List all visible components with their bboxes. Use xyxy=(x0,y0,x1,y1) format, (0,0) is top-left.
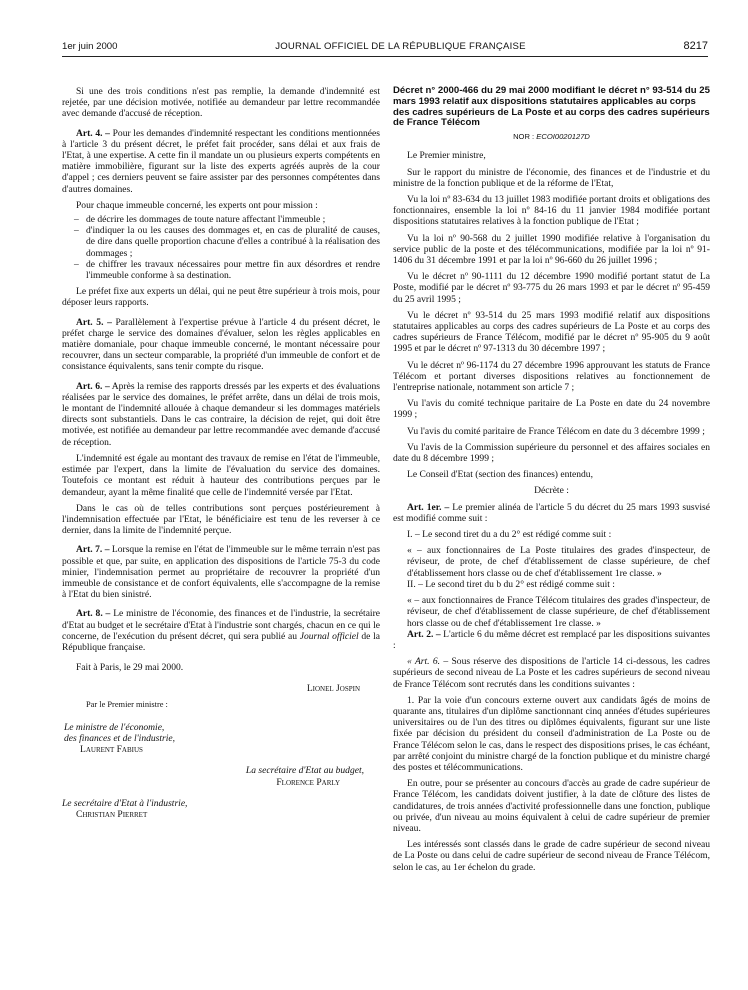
left-column xyxy=(62,86,380,820)
article-text: Pour les demandes d'indemnité respectant les conditions mentionnées à l'article 3 du présent décret, le préfet fait procéder, sans délai et aux frais de l'Etat, à une expertise. A cette fin il mandate un ou plusieurs experts compétents en matière immobilière, figurant sur la liste des experts agréés auprès de la cour d'appel ; ces derniers peuvent se faire assister par des personnes compétentes dans d'autres domaines. xyxy=(62,127,381,195)
article-label: Art. 5. – xyxy=(76,316,112,328)
paragraph: Les intéressés sont classés dans le grade de cadre supérieur de second niveau de La Poste ou dans celui de cadre supérieur de second niveau de France Télécom, selon le cas, au 1er échelon du grade. xyxy=(393,839,710,873)
article-2 xyxy=(393,629,710,651)
list-item: – d'indiquer la ou les causes des dommages et, en cas de pluralité de causes, de dire dans quelle proportion chacune d'elles a contribué à la réalisation des dommages ; xyxy=(76,225,380,259)
paragraph: Pour chaque immeuble concerné, les experts ont pour mission : xyxy=(76,199,318,211)
page-header xyxy=(62,36,708,57)
paragraph: II. – Le second tiret du b du 2° est rédigé comme suit : xyxy=(407,578,615,590)
signature-jospin: Lionel Jospin xyxy=(306,683,360,695)
signature-fabius: Laurent Fabius xyxy=(80,744,143,756)
article-6-new xyxy=(393,656,710,690)
visa: Vu la loi nº 90-568 du 2 juillet 1990 modifiée relative à l'organisation du service public de la poste et des télécommunications, modifiée par la loi nº 91-1406 du 31 décembre 1991 et par la loi nº 96-660 du 26 juillet 1996 ; xyxy=(393,232,710,267)
page-number: 8217 xyxy=(683,40,708,52)
mission-list xyxy=(62,214,380,281)
paragraph: Le préfet fixe aux experts un délai, qui ne peut être supérieur à trois mois, pour déposer leurs rapports. xyxy=(62,286,380,309)
article-label: Art. 6. – xyxy=(76,380,110,392)
visa: Le Conseil d'Etat (section des finances) entendu, xyxy=(407,469,593,481)
article-text: Parallèlement à l'expertise prévue à l'article 4 du présent décret, le préfet charge le service des domaines d'évaluer, selon les règles applicables en matière domaniale, pour chaque immeuble concerné, le montant nécessaire pour recouvrer, dans un secteur comparable, la propriété d'un immeuble de confort et de consistance équivalents, sans tenir compte du risque. xyxy=(62,316,381,373)
visa: Sur le rapport du ministre de l'économie, des finances et de l'industrie et du ministre de la fonction publique et de la réforme de l'Etat, xyxy=(393,166,710,189)
nor-reference xyxy=(393,131,710,142)
article-8 xyxy=(62,608,380,653)
article-label: Art. 4. – xyxy=(76,127,110,139)
visa: Vu l'avis du comité paritaire de France Télécom en date du 3 décembre 1999 ; xyxy=(407,425,705,437)
signature-pierret: Christian Pierret xyxy=(76,808,148,820)
minister-title-line1: Le ministre de l'économie, xyxy=(64,721,165,733)
decree-title: Décret n° 2000-466 du 29 mai 2000 modifiant le décret n° 93-514 du 25 mars 1993 relatif aux dispositions statutaires applicables au corps des cadres supérieurs de La Poste et au corps des cadres supérieurs de France Télécom xyxy=(393,85,710,129)
article-text: Lorsque la remise en l'état de l'immeuble sur le même terrain n'est pas possible et que, par suite, en application des dispositions de l'article 75-3 du code minier, l'indemnisation permet au propriétaire de recouvrer la propriété d'un immeuble de consistance et de confort équivalents, elle s'accompagne de la remise à l'Etat du bien sinistré. xyxy=(62,544,381,601)
paragraph: Le Premier ministre, xyxy=(407,150,486,162)
visa: Vu le décret nº 96-1174 du 27 décembre 1996 approuvant les statuts de France Télécom et portant diverses dispositions relatives au fonctionnement de l'entreprise nationale, notamment son article 7 ; xyxy=(393,359,710,394)
decrete: Décrète : xyxy=(534,485,569,497)
fait-a-paris: Fait à Paris, le 29 mai 2000. xyxy=(76,662,184,674)
list-item: – de décrire les dommages de toute nature affectant l'immeuble ; xyxy=(76,214,380,225)
nor-code: ECOI0020127D xyxy=(536,132,590,142)
paragraph: I. – Le second tiret du a du 2° est rédigé comme suit : xyxy=(407,529,612,541)
article-6 xyxy=(62,381,380,448)
paragraph: 1. Par la voie d'un concours externe ouvert aux candidats âgés de moins de quarante ans, titulaires d'un diplôme sanctionnant cinq années d'études supérieures universitaires ou de l'un des titres ou diplômes équivalents, figurant sur une liste fixée par décision du président du conseil d'administration de La Poste ou de France Télécom selon le cas, dans le respect des dispositions prises, le cas échéant, par arrêté conjoint du ministre chargé de la fonction publique et du ministre chargé des postes et télécommunications. xyxy=(393,694,710,773)
article-5 xyxy=(62,317,380,373)
list-item: – de chiffrer les travaux nécessaires pour mettre fin aux désordres et rendre l'immeuble conforme à sa destination. xyxy=(76,259,380,281)
article-label: Art. 2. – xyxy=(407,628,441,640)
article-text: Le ministre de l'économie, des finances et de l'industrie, la secrétaire d'Etat au budget et le secrétaire d'Etat à l'industrie sont chargés, chacun en ce qui le concerne, de l'exécution du présent décret, qui sera publié au xyxy=(62,608,381,642)
paragraph: Dans le cas où de telles contributions sont perçues postérieurement à l'indemnisation effectuée par l'Etat, le bénéficiaire est tenu de les reverser à ce dernier, dans la limite de l'indemnité perçue. xyxy=(62,502,380,537)
article-7 xyxy=(62,544,380,600)
minister-title-line2: des finances et de l'industrie, xyxy=(64,732,176,744)
header-date: 1er juin 2000 xyxy=(62,40,118,52)
quoted-text: « – aux fonctionnaires de France Télécom titulaires des grades d'inspecteur, de réviseur, de chef d'établissement de classe supérieure, de chef d'établissement hors classe ou de chef d'établissement 1re classe. » xyxy=(407,595,710,629)
visa: Vu le décret nº 90-1111 du 12 décembre 1990 modifié portant statut de La Poste, modifié par le décret nº 93-775 du 26 mars 1993 et par le décret nº 95-459 du 25 avril 1995 ; xyxy=(393,271,710,305)
visa: Vu l'avis du comité technique paritaire de La Poste en date du 24 novembre 1999 ; xyxy=(393,398,710,421)
article-label: Art. 8. – xyxy=(76,608,111,620)
quoted-text: « – aux fonctionnaires de La Poste titulaires des grades d'inspecteur, de réviseur, de prote, de chef d'établissement de classe supérieure, de chef d'établissement hors classe ou de chef d'établissement 1re classe. » xyxy=(407,545,710,579)
paragraph: En outre, pour se présenter au concours d'accès au grade de cadre supérieur de France Télécom, les candidats doivent justifier, à la date de clôture des listes de candidatures, de trois années d'activité professionnelle dans une fonction, publique ou privée, d'un niveau au moins équivalent à celui de cadre supérieur de premier niveau. xyxy=(393,778,710,834)
visa: Vu la loi nº 83-634 du 13 juillet 1983 modifiée portant droits et obligations des fonctionnaires, ensemble la loi nº 84-16 du 11 janvier 1984 modifiée portant dispositions statutaires relatives à la fonction publique de l'Etat ; xyxy=(393,194,710,228)
article-label: Art. 7. – xyxy=(76,544,110,556)
industry-secretary-title: Le secrétaire d'Etat à l'industrie, xyxy=(62,797,188,809)
article-4 xyxy=(62,128,380,195)
article-text: L'article 6 du même décret est remplacé par les dispositions suivantes : xyxy=(393,628,711,651)
visa: Vu le décret nº 93-514 du 25 mars 1993 modifié relatif aux dispositions statutaires applicables au corps des cadres supérieurs de La Poste et au corps des cadres supérieurs de France Télécom, modifié par le décret nº 95-905 du 9 août 1995 et par le décret nº 97-1313 du 30 décembre 1997 ; xyxy=(393,309,710,355)
visa: Vu l'avis de la Commission supérieure du personnel et des affaires sociales en date du 8 décembre 1999 ; xyxy=(393,441,710,465)
article-label: Art. 1er. – xyxy=(407,501,450,513)
paragraph: Si une des trois conditions n'est pas remplie, la demande d'indemnité est rejetée, par une décision motivée, notifiée au demandeur par lettre recommandée avec demande d'accusé de réception. xyxy=(62,86,380,120)
paragraph: L'indemnité est égale au montant des travaux de remise en l'état de l'immeuble, estimée par l'expert, dans la limite de l'évaluation du service des domaines. Toutefois ce montant est réduit à hauteur des contributions perçues par le demandeur, ayant la même finalité que celle de l'indemnité versée par l'Etat. xyxy=(62,452,380,498)
signature-parly: Florence Parly xyxy=(276,776,340,788)
article-text: de la République française. xyxy=(62,630,380,653)
article-1 xyxy=(393,502,710,524)
article-text: Sous réserve des dispositions de l'article 14 ci-dessous, les cadres supérieurs de second niveau de La Poste et les cadres supérieurs de second niveau de France Télécom sont recrutés dans les conditions suivantes : xyxy=(393,656,710,690)
article-text: Après la remise des rapports dressés par les experts et des évaluations réalisées par le service des domaines, le préfet arrête, dans un délai de trois mois, le montant de l'indemnité allouée à chaque demandeur si les dommages matériels directs sont substantiels. Dans le cas contraire, la décision de rejet, qui doit être motivée, est notifiée au demandeur par lettre recommandée avec demande d'accusé de réception. xyxy=(62,380,380,448)
journal-title: JOURNAL OFFICIEL DE LA RÉPUBLIQUE FRANÇAISE xyxy=(275,40,526,52)
article-text: Le premier alinéa de l'article 5 du décret du 25 mars 1993 susvisé est modifié comme suit : xyxy=(393,501,710,524)
nor-label: NOR : xyxy=(513,132,535,142)
article-label: « Art. 6. – xyxy=(407,656,449,668)
journal-officiel-ref: Journal officiel xyxy=(299,630,359,642)
budget-secretary-title: La secrétaire d'Etat au budget, xyxy=(245,765,364,777)
right-column xyxy=(393,86,710,878)
par-le-premier-ministre: Par le Premier ministre : xyxy=(86,699,168,709)
